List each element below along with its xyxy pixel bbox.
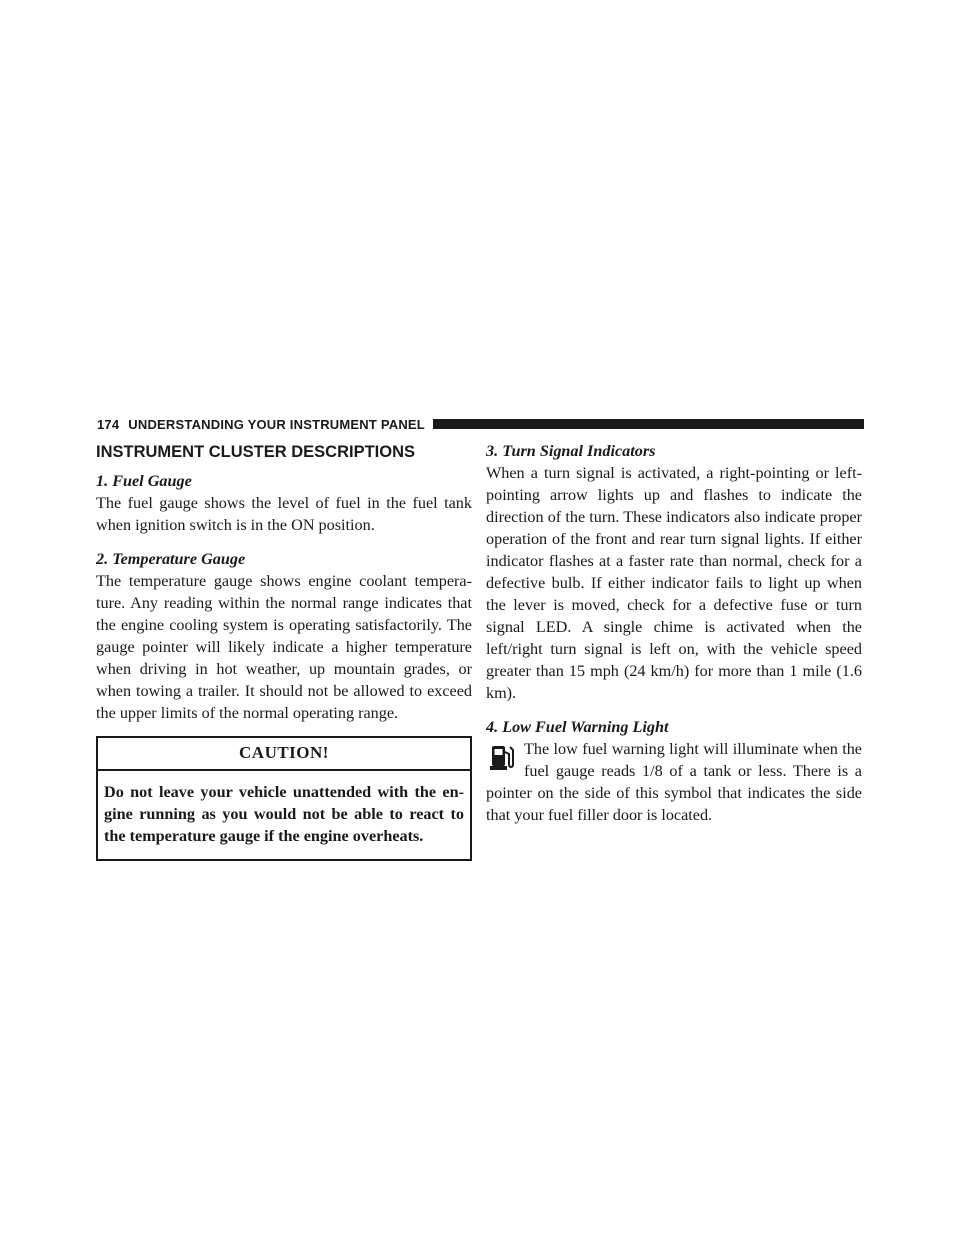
turn-signal-item <box>486 440 862 704</box>
left-column <box>96 440 472 861</box>
item-heading: 4. Low Fuel Warning Light <box>486 718 669 736</box>
item-body: When a turn signal is activated, a right-pointing or left-pointing arrow lights up and flashes to indicate the direction of the turn. These indicators also indicate proper operation of the front and rear turn signal lights. If either indicator flashes at a faster rate than normal, check for a defective bulb. If either indicator fails to light up when the lever is moved, check for a defective fuse or turn signal LED. A single chime is activated when the left/right turn signal is left on, with the vehicle speed greater than 15 mph (24 km/h) for more than 1 mile (1.6 km). <box>486 464 862 702</box>
item-heading: 3. Turn Signal Indicators <box>486 442 656 460</box>
chapter-title: UNDERSTANDING YOUR INSTRUMENT PANEL <box>128 416 425 432</box>
right-column <box>486 440 862 838</box>
low-fuel-item <box>486 716 862 826</box>
fuel-pump-icon <box>490 742 514 772</box>
page-header <box>97 416 864 432</box>
page-number: 174 <box>97 416 120 432</box>
temperature-gauge-item <box>96 548 472 724</box>
item-heading: 1. Fuel Gauge <box>96 472 192 490</box>
item-body: The low fuel warning light will illuminate when the fuel gauge reads 1/8 of a tank or less. There is a pointer on the side of this symbol that indicates the side that your fuel filler door is located. <box>486 740 862 824</box>
fuel-gauge-item <box>96 470 472 536</box>
item-body: The fuel gauge shows the level of fuel in the fuel tank when ignition switch is in the ON position. <box>96 494 472 534</box>
caution-body: Do not leave your vehicle unattended with the en-gine running as you would not be able to react to the temperature gauge if the engine overheats. <box>104 783 464 845</box>
section-title: INSTRUMENT CLUSTER DESCRIPTIONS <box>96 443 416 461</box>
caution-box <box>96 736 472 861</box>
item-heading: 2. Temperature Gauge <box>96 550 246 568</box>
header-text <box>97 417 425 432</box>
caution-title: CAUTION! <box>98 738 470 771</box>
item-body: The temperature gauge shows engine coolant tempera-ture. Any reading within the normal range indicates that the engine cooling system is operating satisfactorily. The gauge pointer will likely indicate a higher temperature when driving in hot weather, up mountain grades, or when towing a trailer. It should not be allowed to exceed the upper limits of the normal operating range. <box>96 572 472 722</box>
header-rule <box>433 419 864 429</box>
